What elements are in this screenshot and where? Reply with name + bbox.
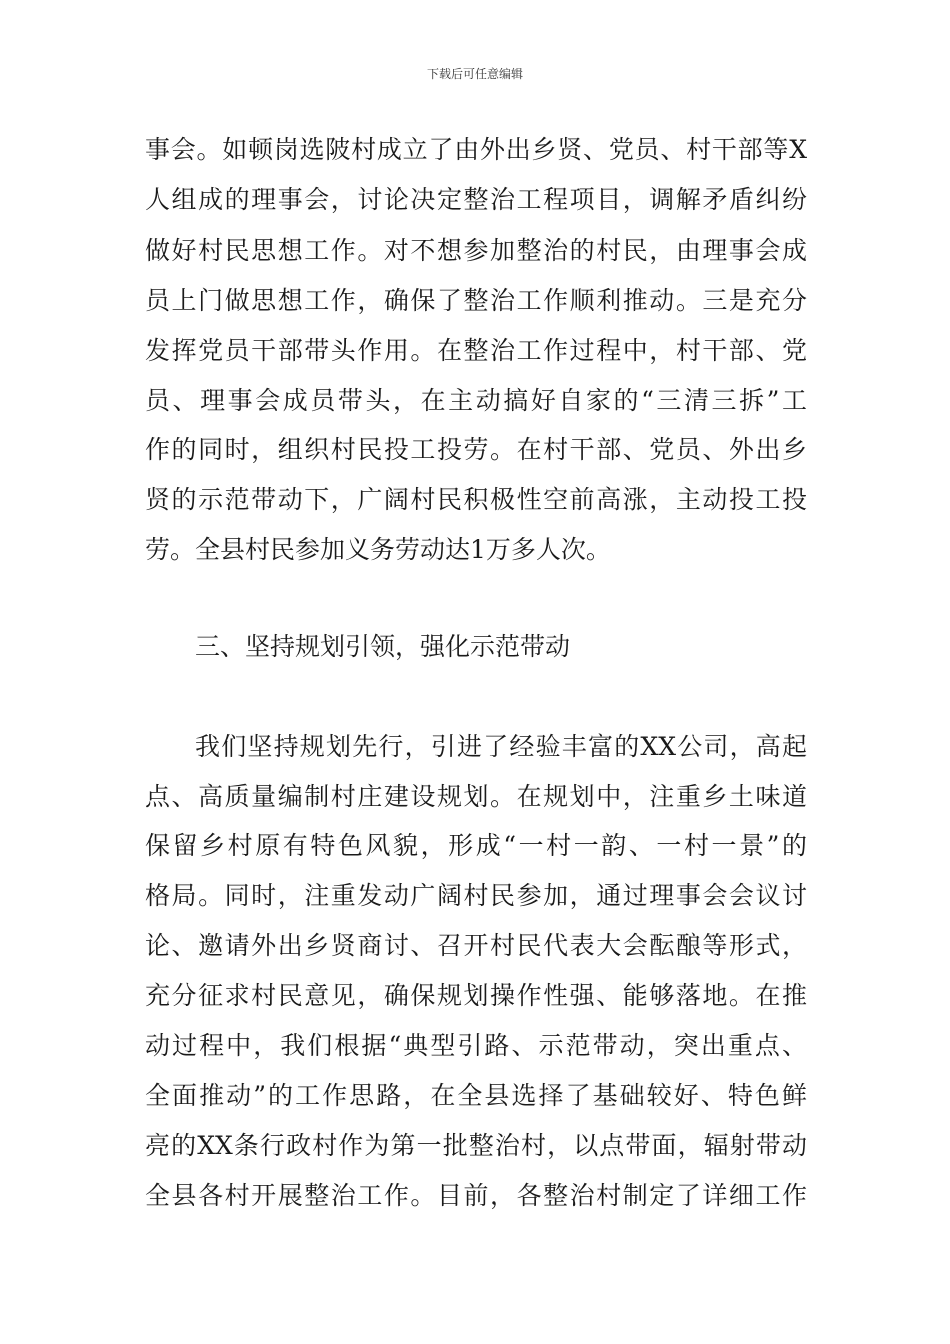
- text-line: 全面推动”的工作思路，在全县选择了基础较好、特色鲜: [145, 1081, 807, 1110]
- text-line: 论、邀请外出乡贤商讨、召开村民代表大会酝酿等形式，: [145, 931, 807, 960]
- page-header: 下载后可任意编辑: [426, 67, 523, 81]
- text-line: 贤的示范带动下，广阔村民积极性空前高涨，主动投工投: [145, 485, 807, 514]
- text-line: 充分征求村民意见，确保规划操作性强、能够落地。在推: [145, 981, 807, 1010]
- text-line: 点、高质量编制村庄建设规划。在规划中，注重乡土味道: [145, 782, 807, 811]
- text-line: 全县各村开展整治工作。目前，各整治村制定了详细工作: [145, 1181, 807, 1210]
- text-line: 发挥党员干部带头作用。在整治工作过程中，村干部、党: [145, 336, 807, 365]
- text-line: 员上门做思想工作，确保了整治工作顺利推动。三是充分: [145, 286, 807, 315]
- text-line: 动过程中，我们根据“典型引路、示范带动，突出重点、: [145, 1031, 807, 1060]
- section-heading: 三、坚持规划引领，强化示范带动: [195, 632, 571, 661]
- text-line: 作的同时，组织村民投工投劳。在村干部、党员、外出乡: [145, 435, 807, 464]
- text-line: 劳。全县村民参加义务劳动达1万多人次。: [145, 535, 611, 564]
- text-line: 我们坚持规划先行，引进了经验丰富的XX公司，高起: [195, 732, 807, 761]
- text-line: 亮的XX条行政村作为第一批整治村，以点带面，辐射带动: [145, 1131, 807, 1160]
- text-line: 员、理事会成员带头，在主动搞好自家的“三清三拆”工: [145, 386, 807, 415]
- text-line: 人组成的理事会，讨论决定整治工程项目，调解矛盾纠纷: [145, 185, 807, 214]
- text-line: 保留乡村原有特色风貌，形成“一村一韵、一村一景”的: [145, 831, 807, 860]
- text-line: 格局。同时，注重发动广阔村民参加，通过理事会会议讨: [145, 881, 807, 910]
- text-line: 做好村民思想工作。对不想参加整治的村民，由理事会成: [145, 236, 807, 265]
- text-line: 事会。如顿岗选陂村成立了由外出乡贤、党员、村干部等X: [145, 135, 807, 164]
